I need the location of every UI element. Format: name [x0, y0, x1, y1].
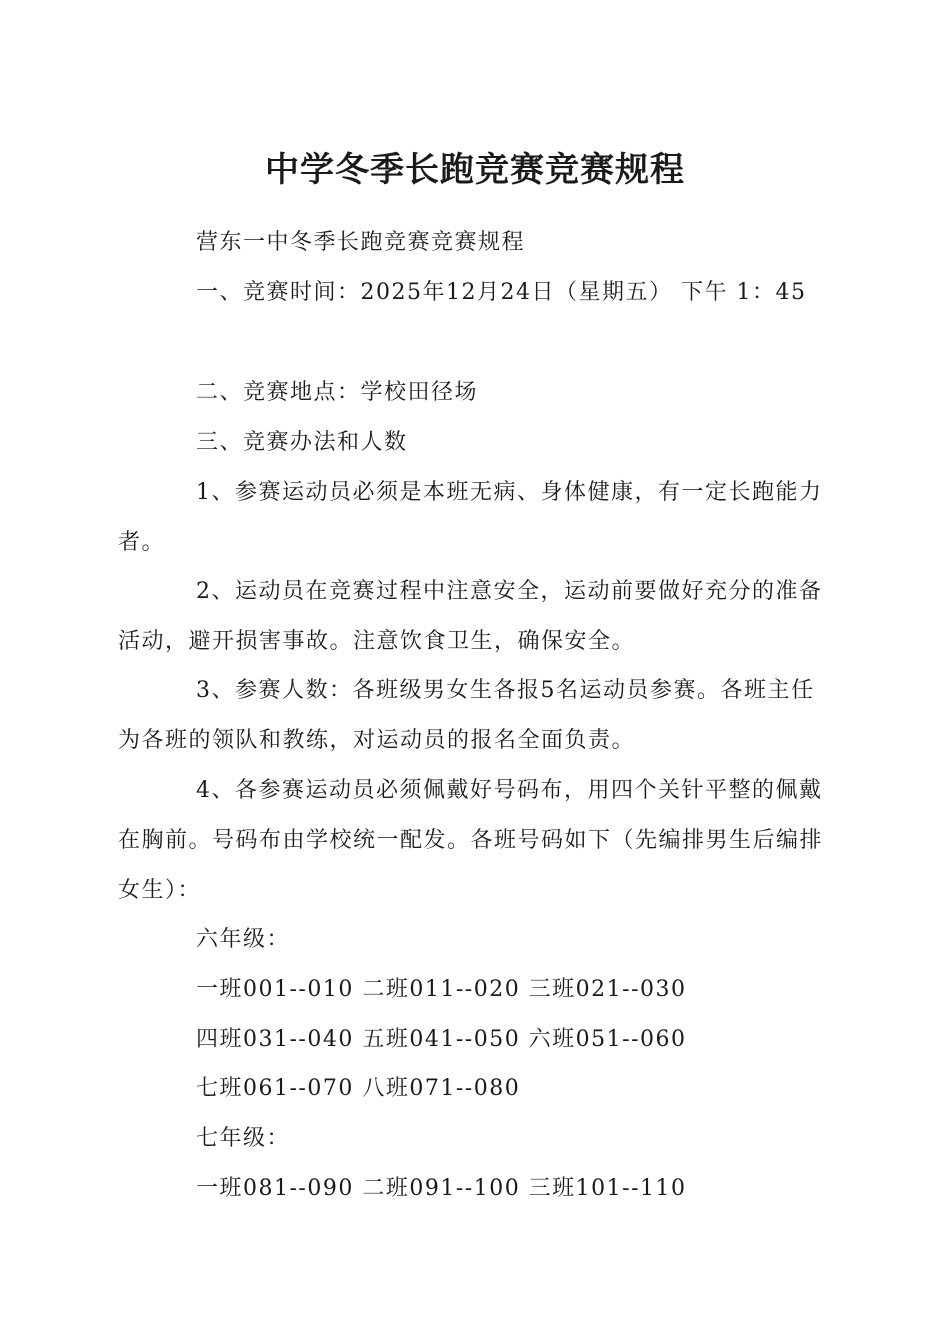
paragraph-competition-method: 三、竞赛办法和人数	[196, 430, 408, 455]
paragraph-grade-seven-line-1: 一班081--090 二班091--100 三班101--110	[196, 1176, 687, 1201]
paragraph-rule-1: 1、参赛运动员必须是本班无病、身体健康，有一定长跑能力者。	[118, 480, 823, 555]
paragraph-school-title: 营东一中冬季长跑竞赛竞赛规程	[196, 230, 526, 255]
paragraph-competition-time: 一、竞赛时间：2025年12月24日（星期五） 下午 1：45	[196, 280, 807, 305]
paragraph-rule-3: 3、参赛人数：各班级男女生各报5名运动员参赛。各班主任为各班的领队和教练，对运动员的报名全面负责。	[118, 678, 815, 753]
paragraph-rule-4: 4、各参赛运动员必须佩戴好号码布，用四个关针平整的佩戴在胸前。号码布由学校统一配发。各班号码如下（先编排男生后编排女生）：	[118, 778, 824, 903]
paragraph-grade-six-heading: 六年级：	[196, 927, 291, 952]
paragraph-grade-six-line-2: 四班031--040 五班041--050 六班051--060	[196, 1027, 687, 1052]
paragraph-competition-venue: 二、竞赛地点：学校田径场	[196, 380, 479, 405]
paragraph-grade-six-line-1: 一班001--010 二班011--020 三班021--030	[196, 977, 687, 1002]
paragraph-rule-2: 2、运动员在竞赛过程中注意安全，运动前要做好充分的准备活动，避开损害事故。注意饮食卫生，确保安全。	[118, 579, 823, 654]
paragraph-grade-six-line-3: 七班061--070 八班071--080	[196, 1076, 521, 1101]
document-title: 中学冬季长跑竞赛竞赛规程	[265, 150, 685, 190]
paragraph-grade-seven-heading: 七年级：	[196, 1126, 291, 1151]
